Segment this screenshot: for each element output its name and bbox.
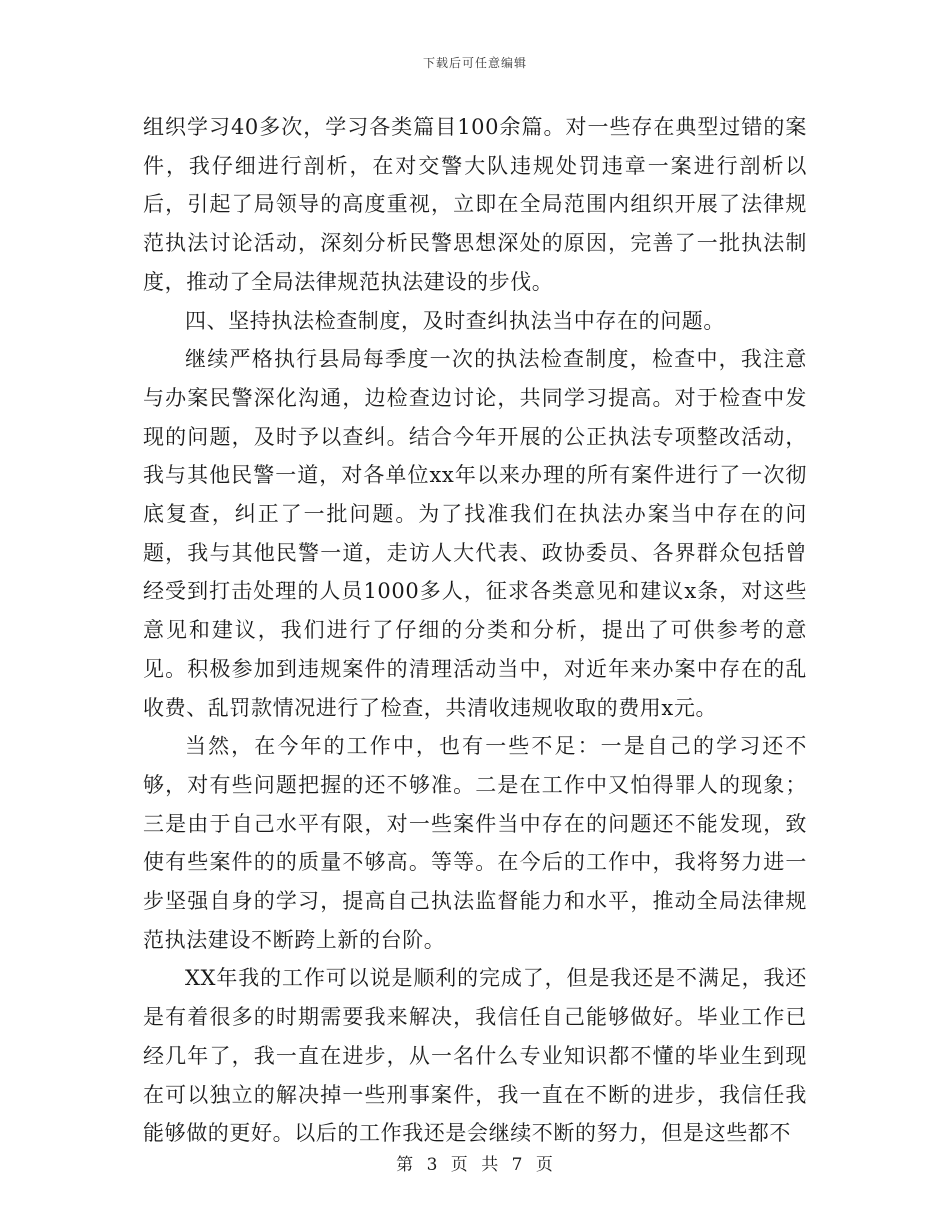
- paragraph: 继续严格执行县局每季度一次的执法检查制度，检查中，我注意与办案民警深化沟通，边检查边讨论，共同学习提高。对于检查中发现的问题，及时予以查纠。结合今年开展的公正执法专项整改活动，我与其他民警一道，对各单位xx年以来办理的所有案件进行了一次彻底复查，纠正了一批问题。为了找准我们在执法办案当中存在的问题，我与其他民警一道，走访人大代表、政协委员、各界群众包括曾经受到打击处理的人员1000多人，征求各类意见和建议x条，对这些意见和建议，我们进行了仔细的分类和分析，提出了可供参考的意见。积极参加到违规案件的清理活动当中，对近年来办案中存在的乱收费、乱罚款情况进行了检查，共清收违规收取的费用x元。: [143, 347, 807, 720]
- section-heading: 四、坚持执法检查制度，及时查纠执法当中存在的问题。: [185, 308, 725, 333]
- paragraph-continued: 组织学习40多次，学习各类篇目100余篇。对一些存在典型过错的案件，我仔细进行剖析，在对交警大队违规处罚违章一案进行剖析以后，引起了局领导的高度重视，立即在全局范围内组织开展了法律规范执法讨论活动，深刻分析民警思想深处的原因，完善了一批执法制度，推动了全局法律规范执法建设的步伐。: [143, 115, 807, 294]
- document-body: [143, 108, 807, 1153]
- paragraph: 当然，在今年的工作中，也有一些不足：一是自己的学习还不够，对有些问题把握的还不够准。二是在工作中又怕得罪人的现象；三是由于自己水平有限，对一些案件当中存在的问题还不能发现，致使有些案件的的质量不够高。等等。在今后的工作中，我将努力进一步坚强自身的学习，提高自己执法监督能力和水平，推动全局法律规范执法建设不断跨上新的台阶。: [143, 734, 807, 952]
- page-header-note: 下载后可任意编辑: [422, 56, 527, 70]
- page-number-footer: 第 3 页 共 7 页: [396, 1155, 554, 1175]
- paragraph: XX年我的工作可以说是顺利的完成了，但是我还是不满足，我还是有着很多的时期需要我来解决，我信任自己能够做好。毕业工作已经几年了，我一直在进步，从一名什么专业知识都不懂的毕业生到现在可以独立的解决掉一些刑事案件，我一直在不断的进步，我信任我能够做的更好。以后的工作我还是会继续不断的努力，但是这些都不: [143, 966, 807, 1146]
